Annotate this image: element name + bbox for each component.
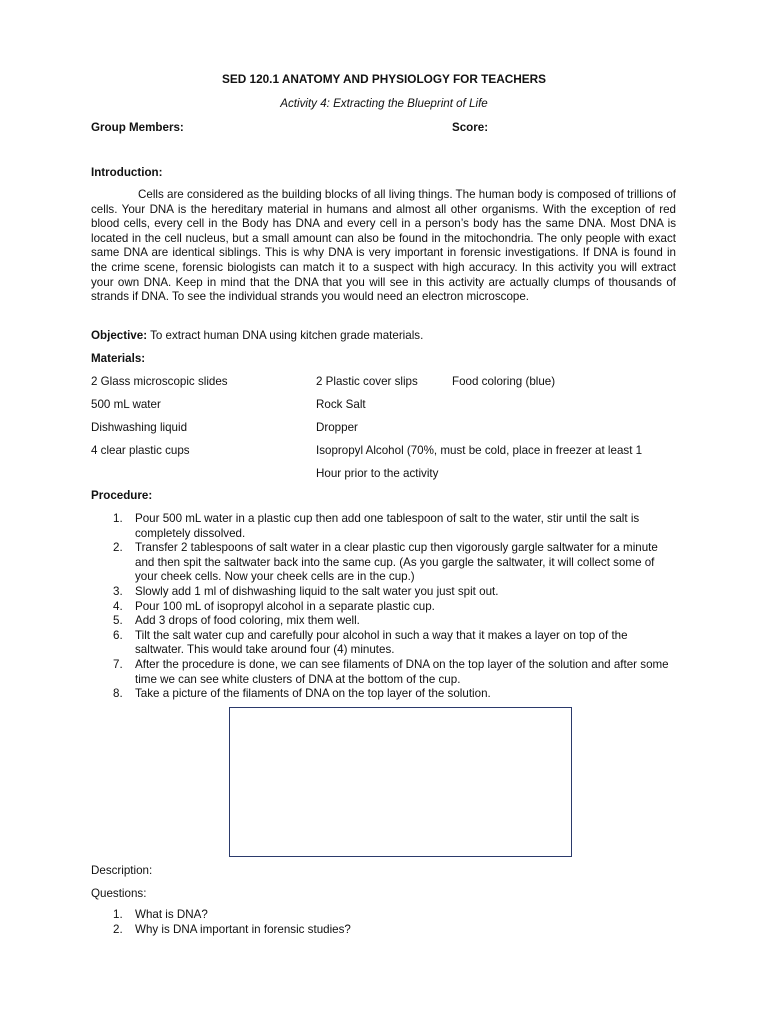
photo-placeholder-box [229, 707, 572, 857]
material-item: Rock Salt [316, 398, 366, 411]
question-text: What is DNA? [135, 908, 208, 921]
step-text: After the procedure is done, we can see filaments of DNA on the top layer of the solution and after some time we can see white clusters of DNA at the bottom of the cup. [135, 657, 669, 686]
step-text: Pour 500 mL water in a plastic cup then add one tablespoon of salt to the water, stir until the salt is completely dissolved. [135, 512, 640, 540]
materials-row [91, 421, 691, 437]
procedure-step [91, 687, 677, 702]
step-number: 8. [113, 687, 123, 701]
materials-row [91, 398, 691, 414]
material-item: 2 Glass microscopic slides [91, 375, 228, 388]
material-item: Hour prior to the activity [316, 467, 439, 480]
procedure-step [91, 614, 677, 629]
step-number: 7. [113, 657, 123, 671]
step-text: Tilt the salt water cup and carefully pour alcohol in such a way that it makes a layer on top of the saltwater. This would take around four (4) minutes. [135, 628, 628, 657]
question-number: 2. [113, 922, 123, 936]
material-item: Isopropyl Alcohol (70%, must be cold, place in freezer at least 1 [316, 444, 643, 457]
step-number: 1. [113, 512, 123, 525]
procedure-step [91, 585, 677, 600]
procedure-steps [91, 512, 677, 702]
step-text: Transfer 2 tablespoons of salt water in a clear plastic cup then vigorously gargle saltwater for a minute and then spit the saltwater back into the same cup. (As you gargle the saltwater, it will collect some of your cheek cells. Now your cheek cells are in the cup.) [135, 541, 658, 584]
introduction-paragraph [91, 188, 676, 305]
step-number: 5. [113, 614, 123, 628]
score-label: Score: [452, 121, 489, 134]
materials-row [91, 444, 691, 460]
material-item: Food coloring (blue) [452, 375, 556, 388]
questions-list [91, 908, 677, 937]
introduction-text: Cells are considered as the building blocks of all living things. The human body is composed of trillions of cells. Your DNA is the hereditary material in humans and almost all other organisms. With the exception of red blood cells, every cell in the Body has DNA and every cell in a person’s body has the same DNA. Most DNA is located in the cell nucleus, but a small amount can also be found in the mitochondria. The only people with exact same DNA are identical siblings. This is why DNA is very important in forensic investigations. If DNA is found in the crime scene, forensic biologists can match it to a suspect with high accuracy. In this activity you will extract your own DNA. Keep in mind that the DNA that you will see in this activity are actually clumps of thousands of strands if DNA. To see the individual strands you would need an electron microscope. [91, 188, 676, 304]
objective-line [91, 329, 423, 344]
material-item: Dishwashing liquid [91, 421, 188, 434]
question-item [91, 923, 677, 938]
step-number: 6. [113, 628, 123, 642]
step-number: 4. [113, 599, 123, 613]
material-item: 2 Plastic cover slips [316, 375, 418, 388]
material-item: 500 mL water [91, 398, 161, 411]
material-item: Dropper [316, 421, 358, 434]
document-title: SED 120.1 ANATOMY AND PHYSIOLOGY FOR TEACHERS [221, 72, 547, 86]
step-number: 2. [113, 541, 123, 555]
description-label: Description: [91, 864, 153, 877]
procedure-step [91, 512, 677, 541]
group-members-label: Group Members: [91, 121, 184, 134]
question-item [91, 908, 677, 923]
introduction-heading: Introduction: [91, 166, 163, 179]
step-number: 3. [113, 584, 123, 598]
step-text: Pour 100 mL of isopropyl alcohol in a separate plastic cup. [135, 599, 435, 613]
step-text: Take a picture of the filaments of DNA on the top layer of the solution. [135, 687, 491, 701]
procedure-step [91, 658, 677, 687]
material-item: 4 clear plastic cups [91, 444, 190, 457]
procedure-step [91, 541, 677, 585]
objective-text: To extract human DNA using kitchen grade materials. [147, 329, 424, 342]
activity-subtitle: Activity 4: Extracting the Blueprint of Life [280, 97, 488, 110]
question-number: 1. [113, 908, 123, 921]
procedure-step [91, 600, 677, 615]
step-text: Slowly add 1 ml of dishwashing liquid to the salt water you just spit out. [135, 584, 499, 598]
questions-heading: Questions: [91, 887, 147, 900]
materials-row [91, 467, 691, 483]
question-text: Why is DNA important in forensic studies? [135, 922, 351, 936]
materials-row [91, 375, 691, 391]
procedure-heading: Procedure: [91, 489, 153, 502]
materials-heading: Materials: [91, 352, 146, 365]
step-text: Add 3 drops of food coloring, mix them well. [135, 614, 360, 628]
objective-label: Objective: [91, 329, 148, 342]
procedure-step [91, 629, 677, 658]
